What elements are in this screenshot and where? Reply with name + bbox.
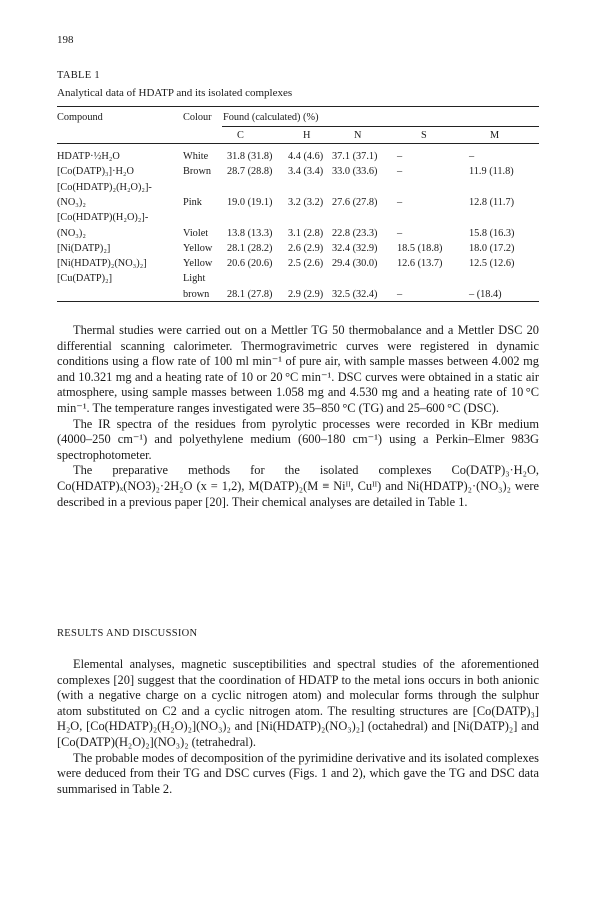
table-cell-compound: (NO₃)₂ (57, 196, 86, 208)
results-text (57, 657, 539, 797)
page-number: 198 (57, 34, 74, 46)
table-cell-compound: [Ni(HDATP)₂(NO₃)₂] (57, 258, 147, 270)
table-cell-n: 32.4 (32.9) (332, 242, 378, 254)
table-cell-h: 2.6 (2.9) (288, 242, 324, 254)
table-header-rule (57, 143, 539, 144)
table-cell-colour: White (183, 151, 209, 162)
paragraph: The IR spectra of the residues from pyrolytic processes were recorded in KBr medium (4000–250 cm⁻¹) and polyethylene medium (600–180 cm⁻¹) using a Perkin–Elmer 983G spectrophotometer. (57, 416, 539, 462)
table-cell-h: 2.5 (2.6) (288, 258, 324, 270)
header-n: N (354, 130, 362, 141)
table-cell-s: – (397, 166, 403, 178)
table-cell-h: 4.4 (4.6) (288, 151, 324, 162)
table-cell-colour: Yellow (183, 258, 213, 270)
paragraph: Elemental analyses, magnetic susceptibilities and spectral studies of the aforementioned complexes [20] suggest that the coordination of HDATP to the metal ions occurs in both anionic (with a negative charge on a cyclic nitrogen atom) and molecular forms through the sulphur atom substituted on C2 and a cyclic nitrogen atom. The resulting structures are [Co(DATP)₃] H₂O, [Co(HDATP)₂(H₂O)₂](NO₃)₂ and [Ni(HDATP)₂(NO₃)₂] (octahedral) and [Ni(DATP)₂] and [Co(DATP)(H₂O)₂](NO₃)₂ (tetrahedral). (57, 657, 539, 749)
header-colour: Colour (183, 112, 212, 123)
table-cell-n: 27.6 (27.8) (332, 196, 378, 208)
table-cell-colour: Violet (183, 227, 209, 239)
header-h: H (303, 130, 311, 141)
table-cell-n: 29.4 (30.0) (332, 258, 378, 270)
paragraph: The preparative methods for the isolated complexes Co(DATP)₃·H₂O, Co(HDATP)ₓ(NO3)₂·2H₂O (x = 1,2), M(DATP)₂(M ≡ Niᴵᴵ, Cuᴵᴵ) and Ni(HDATP)₂·(NO₃)₂ were described in a previous paper [20]. Their chemical analyses are detailed in Table 1. (57, 463, 539, 509)
paragraph: Thermal studies were carried out on a Mettler TG 50 thermobalance and a Mettler DSC 20 differential scanning calorimeter. Thermogravimetric curves were registered in dynamic conditions using a flow rate of 100 ml min⁻¹ of pure air, with sample masses between 4.002 mg and 10.321 mg and a heating rate of 10 or 20 °C min⁻¹. DSC curves were obtained in a static air atmosphere, using sample masses between 1.058 mg and 4.530 mg and a heating rate of 10 °C min⁻¹. The temperature ranges investigated were 35–850 °C (TG) and 25–600 °C (DSC). (57, 323, 539, 415)
table-cell-colour: Light (183, 273, 206, 285)
table-cell-m: – (18.4) (469, 288, 502, 300)
table-cell-compound: HDATP·½H₂O (57, 151, 120, 162)
table-cell-colour: brown (183, 288, 210, 300)
methods-text (57, 323, 539, 510)
table-cell-s: 12.6 (13.7) (397, 258, 443, 270)
table-cell-compound: (NO₃)₂ (57, 227, 86, 239)
table-title: TABLE 1 (57, 70, 100, 81)
table-cell-colour: Yellow (183, 242, 213, 254)
section-heading: RESULTS AND DISCUSSION (57, 628, 198, 639)
table-cell-c: 20.6 (20.6) (227, 258, 273, 270)
table-cell-m: 18.0 (17.2) (469, 242, 515, 254)
table-cell-compound: [Co(HDATP)₂(H₂O)₂]- (57, 181, 152, 193)
table-cell-h: 3.1 (2.8) (288, 227, 324, 239)
table-cell-h: 2.9 (2.9) (288, 288, 324, 300)
header-compound: Compound (57, 112, 103, 123)
table-cell-h: 3.4 (3.4) (288, 166, 324, 178)
table-cell-m: 15.8 (16.3) (469, 227, 515, 239)
header-s: S (421, 130, 427, 141)
header-m: M (490, 130, 500, 141)
header-found: Found (calculated) (%) (223, 112, 319, 123)
table-cell-m: 12.8 (11.7) (469, 196, 515, 208)
table-cell-n: 32.5 (32.4) (332, 288, 378, 300)
table-cell-compound: [Co(HDATP)(H₂O)₂]- (57, 212, 149, 224)
table-cell-c: 13.8 (13.3) (227, 227, 273, 239)
table-top-rule (57, 106, 539, 107)
table-cell-compound: [Ni(DATP)₂] (57, 242, 111, 254)
table-found-rule (222, 126, 539, 127)
table-cell-c: 28.7 (28.8) (227, 166, 273, 178)
table-cell-colour: Pink (183, 196, 202, 208)
table-cell-c: 28.1 (27.8) (227, 288, 273, 300)
table-cell-m: – (469, 151, 475, 162)
paragraph: The probable modes of decomposition of the pyrimidine derivative and its isolated complexes were deduced from their TG and DSC curves (Figs. 1 and 2), which gave the TG and DSC data summarised in Table 2. (57, 750, 539, 796)
table-cell-compound: [Co(DATP)₃]·H₂O (57, 166, 134, 178)
table-cell-s: – (397, 288, 403, 300)
table-cell-s: – (397, 196, 403, 208)
table-cell-m: 11.9 (11.8) (469, 166, 514, 178)
table-caption: Analytical data of HDATP and its isolated complexes (57, 87, 293, 99)
table-cell-s: – (397, 227, 403, 239)
table-cell-h: 3.2 (3.2) (288, 196, 324, 208)
table-cell-c: 28.1 (28.2) (227, 242, 273, 254)
table-cell-n: 22.8 (23.3) (332, 227, 378, 239)
table-cell-n: 33.0 (33.6) (332, 166, 378, 178)
table-cell-colour: Brown (183, 166, 212, 178)
table-cell-m: 12.5 (12.6) (469, 258, 515, 270)
table-cell-compound: [Cu(DATP)₂] (57, 273, 113, 285)
table-cell-s: 18.5 (18.8) (397, 242, 443, 254)
header-c: C (237, 130, 244, 141)
table-cell-c: 19.0 (19.1) (227, 196, 273, 208)
table-cell-n: 37.1 (37.1) (332, 151, 378, 162)
table-cell-c: 31.8 (31.8) (227, 151, 273, 162)
table-cell-s: – (397, 151, 403, 162)
